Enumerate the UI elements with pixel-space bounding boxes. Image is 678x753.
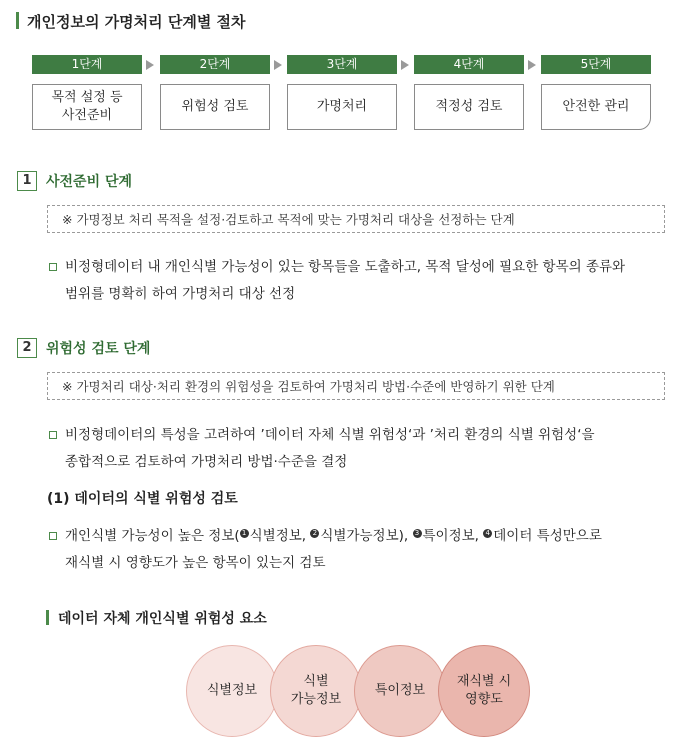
section-2-bullet-line1: 비정형데이터의 특성을 고려하여 ’데이터 자체 식별 위험성‘과 ’처리 환경의 식별 위험성‘을 [65, 427, 595, 443]
section-2-title: 위험성 검토 단계 [46, 341, 151, 357]
subsection-title: (1) 데이터의 식별 위험성 검토 [47, 491, 238, 507]
section-1-number: 1 [17, 171, 37, 191]
step-4-label: 4단계 [414, 55, 524, 74]
step-arrow-icon [528, 60, 536, 70]
item-text-1: 식별정보, [249, 528, 311, 544]
diagram-accent-bar [46, 610, 49, 625]
bullet-square-icon [49, 263, 57, 271]
title-accent-bar [16, 12, 19, 29]
section-1-note: ※ 가명정보 처리 목적을 설정·검토하고 목적에 맞는 가명처리 대상을 선정하는 단계 [47, 205, 665, 233]
step-3-box: 가명처리 [287, 84, 397, 130]
section-2-bullet-line2: 종합적으로 검토하여 가명처리 방법·수준을 결정 [65, 454, 348, 470]
item-text-4: 데이터 특성만으로 [493, 528, 602, 544]
step-5-box: 안전한 관리 [541, 84, 651, 130]
section-1-bullet-line2: 범위를 명확히 하여 가명처리 대상 선정 [65, 286, 296, 302]
circled-number-1: 1 [240, 529, 249, 538]
bullet-square-icon [49, 532, 57, 540]
circled-number-4: 4 [483, 529, 492, 538]
step-1-label: 1단계 [32, 55, 142, 74]
circle-unique-info: 특이정보 [354, 645, 446, 737]
section-2-note: ※ 가명처리 대상·처리 환경의 위험성을 검토하여 가명처리 방법·수준에 반영하기 위한 단계 [47, 372, 665, 400]
subsection-bullet-prefix: 개인식별 가능성이 높은 정보( [65, 528, 240, 544]
section-1-title: 사전준비 단계 [46, 174, 133, 190]
step-arrow-icon [401, 60, 409, 70]
step-arrow-icon [274, 60, 282, 70]
step-4-box: 적정성 검토 [414, 84, 524, 130]
page-title: 개인정보의 가명처리 단계별 절차 [27, 13, 246, 31]
step-1-box: 목적 설정 등 사전준비 [32, 84, 142, 130]
item-text-2: 식별가능정보), [320, 528, 413, 544]
circle-reidentification-impact: 재식별 시 영향도 [438, 645, 530, 737]
circle-identifiable-info: 식별 가능정보 [270, 645, 362, 737]
subsection-bullet-line1 [65, 523, 602, 550]
step-2-label: 2단계 [160, 55, 270, 74]
bullet-square-icon [49, 431, 57, 439]
diagram-title: 데이터 자체 개인식별 위험성 요소 [58, 611, 267, 627]
circle-identifier-info: 식별정보 [186, 645, 278, 737]
circled-number-3: 3 [413, 529, 422, 538]
circled-number-2: 2 [310, 529, 319, 538]
subsection-bullet-line2: 재식별 시 영향도가 높은 항목이 있는지 검토 [65, 555, 326, 571]
section-2-number: 2 [17, 338, 37, 358]
step-2-box: 위험성 검토 [160, 84, 270, 130]
section-1-bullet-line1: 비정형데이터 내 개인식별 가능성이 있는 항목들을 도출하고, 목적 달성에 필요한 항목의 종류와 [65, 259, 626, 275]
step-3-label: 3단계 [287, 55, 397, 74]
step-arrow-icon [146, 60, 154, 70]
step-5-label: 5단계 [541, 55, 651, 74]
item-text-3: 특이정보, [422, 528, 484, 544]
